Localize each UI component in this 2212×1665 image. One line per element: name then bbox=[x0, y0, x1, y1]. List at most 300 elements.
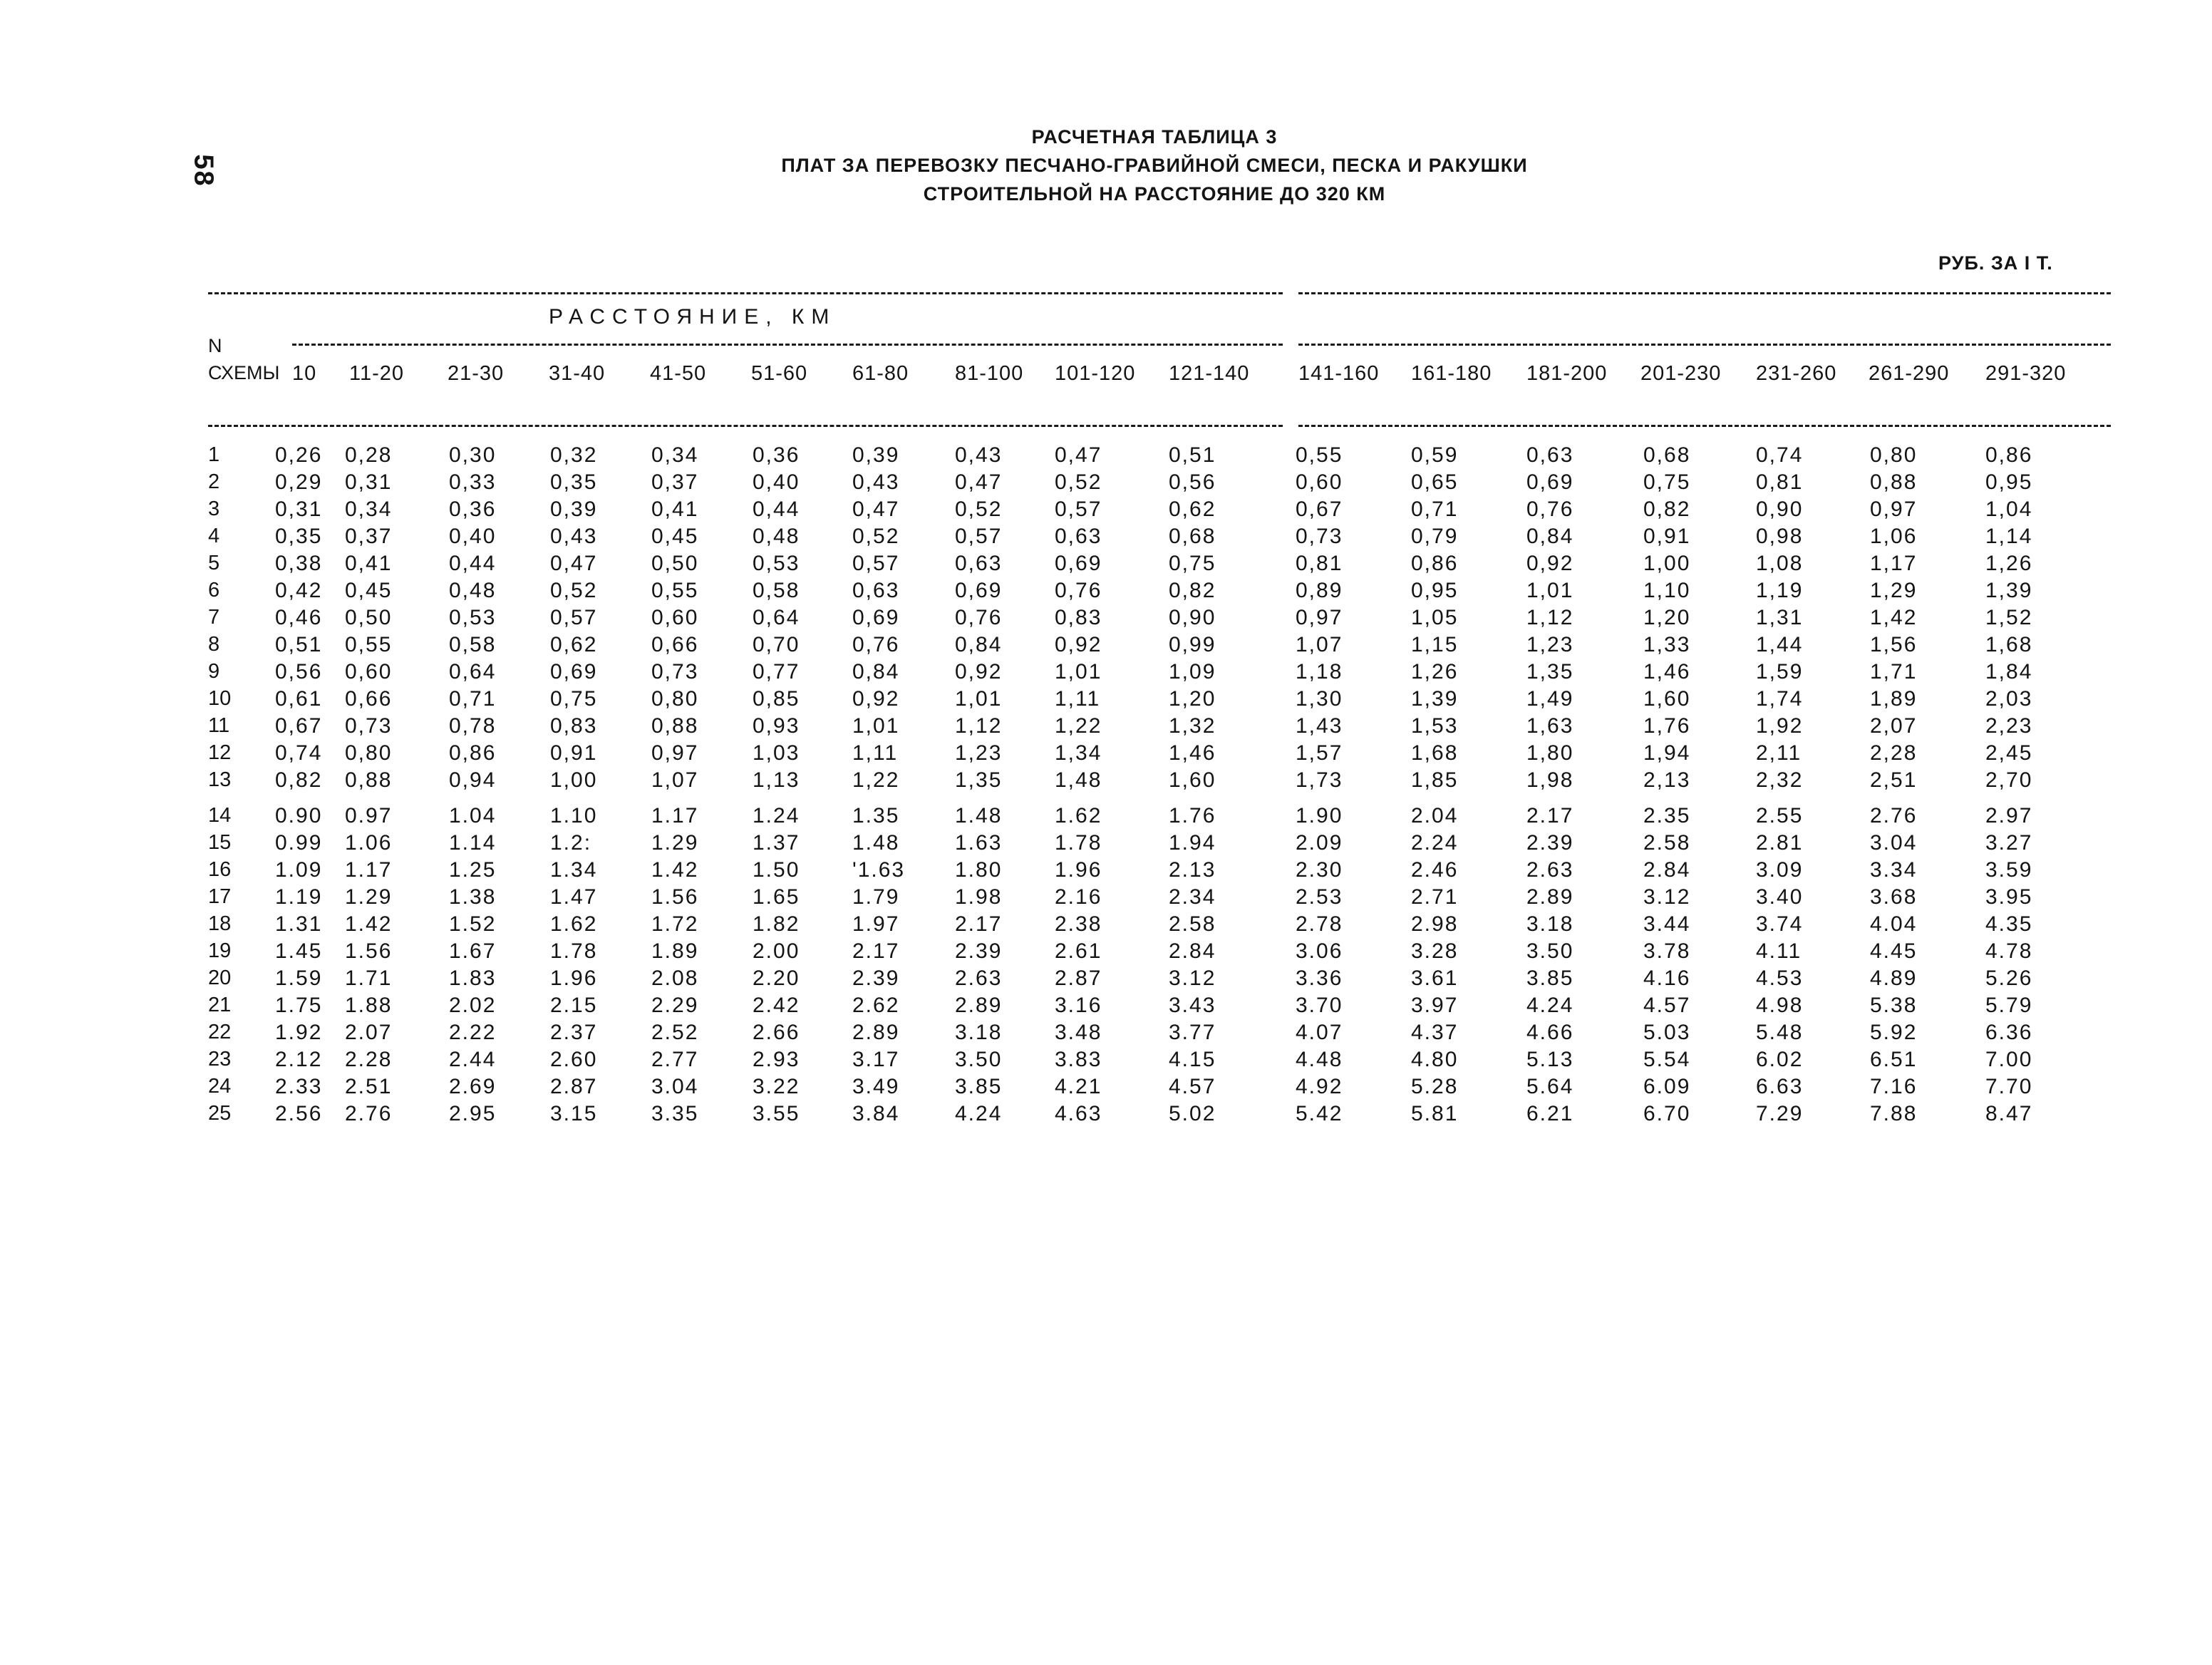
table-cell: 1.37 bbox=[753, 831, 800, 855]
table-cell: 0,60 bbox=[651, 606, 699, 629]
table-cell: 2.07 bbox=[345, 1021, 393, 1044]
table-cell: 1.06 bbox=[345, 831, 393, 855]
table-cell: 0,83 bbox=[1055, 606, 1102, 629]
table-cell: 0,35 bbox=[275, 525, 323, 548]
table-cell: 0,50 bbox=[651, 552, 699, 575]
table-cell: 0,51 bbox=[275, 633, 323, 656]
table-cell: 1.17 bbox=[651, 804, 699, 828]
table-cell: 2.81 bbox=[1756, 831, 1804, 855]
table-cell: 2,03 bbox=[1985, 687, 2033, 711]
table-cell: 1.25 bbox=[449, 858, 497, 882]
table-cell: 1.78 bbox=[1055, 831, 1102, 855]
table-cell: 1.56 bbox=[651, 885, 699, 909]
table-cell: 0,52 bbox=[852, 525, 900, 548]
table-cell: 2.53 bbox=[1296, 885, 1343, 909]
table-cell: 0,86 bbox=[1985, 443, 2033, 467]
table-cell: 0,50 bbox=[345, 606, 393, 629]
column-header: 31-40 bbox=[549, 362, 606, 385]
table-cell: 0,98 bbox=[1756, 525, 1804, 548]
table-cell: 1.94 bbox=[1169, 831, 1216, 855]
table-cell: 0,57 bbox=[550, 606, 598, 629]
row-scheme-number: 3 bbox=[208, 498, 220, 520]
table-cell: 0,94 bbox=[449, 768, 497, 792]
table-cell: 0,52 bbox=[550, 579, 598, 602]
table-cell: 0,31 bbox=[275, 498, 323, 521]
row-scheme-number: 4 bbox=[208, 525, 220, 547]
table-cell: 0,60 bbox=[1296, 470, 1343, 494]
table-cell: 2.63 bbox=[1526, 858, 1574, 882]
table-cell: 4.63 bbox=[1055, 1102, 1102, 1125]
table-cell: 0.99 bbox=[275, 831, 323, 855]
table-cell: 1,00 bbox=[550, 768, 598, 792]
table-cell: 4.45 bbox=[1870, 939, 1918, 963]
row-scheme-number: 10 bbox=[208, 687, 232, 710]
table-cell: 2,51 bbox=[1870, 768, 1918, 792]
table-cell: 1.14 bbox=[449, 831, 497, 855]
table-cell: 4.11 bbox=[1756, 939, 1802, 963]
table-cell: 4.92 bbox=[1296, 1075, 1343, 1098]
table-cell: 0,63 bbox=[1526, 443, 1574, 467]
table-cell: 5.54 bbox=[1643, 1048, 1691, 1071]
table-cell: 1,01 bbox=[1055, 660, 1102, 684]
table-cell: 1.62 bbox=[1055, 804, 1102, 828]
table-cell: 4.21 bbox=[1055, 1075, 1102, 1098]
row-scheme-number: 23 bbox=[208, 1048, 232, 1071]
table-cell: 2.33 bbox=[275, 1075, 323, 1098]
table-cell: 2.60 bbox=[550, 1048, 598, 1071]
table-cell: 0,74 bbox=[275, 741, 323, 765]
table-cell: 0,95 bbox=[1985, 470, 2033, 494]
table-cell: 0,93 bbox=[753, 714, 800, 738]
table-cell: 4.15 bbox=[1169, 1048, 1216, 1071]
table-cell: 2.00 bbox=[753, 939, 800, 963]
scheme-header: СХЕМЫ bbox=[208, 362, 280, 383]
table-cell: 1.92 bbox=[275, 1021, 323, 1044]
table-cell: 1,30 bbox=[1296, 687, 1343, 711]
table-cell: 1.48 bbox=[852, 831, 900, 855]
table-cell: 2.39 bbox=[1526, 831, 1574, 855]
table-cell: 0,56 bbox=[275, 660, 323, 684]
table-cell: 1.79 bbox=[852, 885, 900, 909]
table-cell: 1,60 bbox=[1643, 687, 1691, 711]
table-cell: 1,80 bbox=[1526, 741, 1574, 765]
table-cell: 0,57 bbox=[955, 525, 1003, 548]
table-cell: 3.27 bbox=[1985, 831, 2033, 855]
table-cell: 0,48 bbox=[449, 579, 497, 602]
table-cell: 1,01 bbox=[955, 687, 1003, 711]
table-cell: 2.17 bbox=[1526, 804, 1574, 828]
table-cell: 1,05 bbox=[1411, 606, 1459, 629]
table-cell: 0,53 bbox=[753, 552, 800, 575]
table-cell: 0,39 bbox=[550, 498, 598, 521]
table-cell: 0,80 bbox=[1870, 443, 1918, 467]
table-cell: 1.63 bbox=[955, 831, 1003, 855]
table-cell: 3.04 bbox=[1870, 831, 1918, 855]
table-cell: 2.52 bbox=[651, 1021, 699, 1044]
table-cell: 0,37 bbox=[651, 470, 699, 494]
table-cell: 1.65 bbox=[753, 885, 800, 909]
rule-bottom-left bbox=[208, 425, 1283, 427]
column-header: 291-320 bbox=[1985, 362, 2067, 385]
table-cell: 1.76 bbox=[1169, 804, 1216, 828]
row-scheme-number: 24 bbox=[208, 1075, 232, 1098]
table-cell: 2.87 bbox=[1055, 966, 1102, 990]
table-cell: 2.78 bbox=[1296, 912, 1343, 936]
table-cell: 2.58 bbox=[1643, 831, 1691, 855]
table-cell: 4.80 bbox=[1411, 1048, 1459, 1071]
table-cell: 3.85 bbox=[955, 1075, 1003, 1098]
table-cell: 0,75 bbox=[1643, 470, 1691, 494]
table-cell: 1.56 bbox=[345, 939, 393, 963]
table-cell: 0,82 bbox=[275, 768, 323, 792]
table-cell: 1,76 bbox=[1643, 714, 1691, 738]
table-cell: 2.76 bbox=[1870, 804, 1918, 828]
table-cell: 3.40 bbox=[1756, 885, 1804, 909]
table-cell: 0,69 bbox=[1526, 470, 1574, 494]
table-cell: 0,90 bbox=[1169, 606, 1216, 629]
table-cell: 0,40 bbox=[449, 525, 497, 548]
table-cell: 0,33 bbox=[449, 470, 497, 494]
table-cell: 1,09 bbox=[1169, 660, 1216, 684]
table-cell: 1.90 bbox=[1296, 804, 1343, 828]
n-header: N bbox=[208, 335, 222, 356]
title-line-2: ПЛАТ ЗА ПЕРЕВОЗКУ ПЕСЧАНО-ГРАВИЙНОЙ СМЕСИ, ПЕСКА И РАКУШКИ bbox=[781, 155, 1528, 176]
table-cell: 1.78 bbox=[550, 939, 598, 963]
table-cell: 1.72 bbox=[651, 912, 699, 936]
table-cell: 2.63 bbox=[955, 966, 1003, 990]
table-cell: 2.69 bbox=[449, 1075, 497, 1098]
table-cell: 0,82 bbox=[1169, 579, 1216, 602]
table-cell: 1.47 bbox=[550, 885, 598, 909]
table-cell: 2,13 bbox=[1643, 768, 1691, 792]
column-header: 141-160 bbox=[1298, 362, 1380, 385]
table-cell: 0,34 bbox=[651, 443, 699, 467]
row-scheme-number: 7 bbox=[208, 606, 220, 629]
table-cell: 2,70 bbox=[1985, 768, 2033, 792]
table-cell: 3.85 bbox=[1526, 966, 1574, 990]
table-cell: 1,31 bbox=[1756, 606, 1804, 629]
row-scheme-number: 1 bbox=[208, 443, 220, 466]
table-cell: 0,77 bbox=[753, 660, 800, 684]
table-cell: 2.39 bbox=[852, 966, 900, 990]
table-cell: 1,22 bbox=[1055, 714, 1102, 738]
table-cell: 2,45 bbox=[1985, 741, 2033, 765]
table-cell: 0,78 bbox=[449, 714, 497, 738]
table-cell: 2.46 bbox=[1411, 858, 1459, 882]
table-cell: 0,63 bbox=[852, 579, 900, 602]
table-cell: 6.63 bbox=[1756, 1075, 1804, 1098]
table-cell: 1,84 bbox=[1985, 660, 2033, 684]
table-cell: 0,52 bbox=[1055, 470, 1102, 494]
table-cell: 1,20 bbox=[1643, 606, 1691, 629]
table-cell: 1,13 bbox=[753, 768, 800, 792]
column-header: 121-140 bbox=[1169, 362, 1250, 385]
table-cell: 3.12 bbox=[1643, 885, 1691, 909]
table-cell: 0,58 bbox=[753, 579, 800, 602]
table-cell: 0,52 bbox=[955, 498, 1003, 521]
table-cell: 0,68 bbox=[1643, 443, 1691, 467]
table-cell: 0,46 bbox=[275, 606, 323, 629]
table-cell: 0,84 bbox=[852, 660, 900, 684]
table-cell: 3.50 bbox=[955, 1048, 1003, 1071]
table-cell: 3.28 bbox=[1411, 939, 1459, 963]
table-cell: 1,92 bbox=[1756, 714, 1804, 738]
table-cell: 3.18 bbox=[955, 1021, 1003, 1044]
row-scheme-number: 6 bbox=[208, 579, 220, 602]
table-cell: 1.67 bbox=[449, 939, 497, 963]
table-cell: 0,86 bbox=[449, 741, 497, 765]
row-scheme-number: 22 bbox=[208, 1021, 232, 1043]
table-cell: 0,65 bbox=[1411, 470, 1459, 494]
table-cell: 1,17 bbox=[1870, 552, 1918, 575]
table-cell: 0,76 bbox=[1526, 498, 1574, 521]
table-cell: 1.59 bbox=[275, 966, 323, 990]
table-cell: 1.71 bbox=[345, 966, 393, 990]
table-cell: 0,92 bbox=[1526, 552, 1574, 575]
table-cell: 0,75 bbox=[550, 687, 598, 711]
table-cell: 1,49 bbox=[1526, 687, 1574, 711]
table-cell: 0,43 bbox=[852, 470, 900, 494]
table-cell: 1,10 bbox=[1643, 579, 1691, 602]
table-cell: 0,35 bbox=[550, 470, 598, 494]
table-cell: 0,43 bbox=[550, 525, 598, 548]
table-cell: 2.09 bbox=[1296, 831, 1343, 855]
table-cell: 1,68 bbox=[1985, 633, 2033, 656]
table-cell: 2.35 bbox=[1643, 804, 1691, 828]
table-cell: 1.31 bbox=[275, 912, 323, 936]
table-cell: 2,32 bbox=[1756, 768, 1804, 792]
table-cell: 1.45 bbox=[275, 939, 323, 963]
table-cell: 3.18 bbox=[1526, 912, 1574, 936]
table-cell: 2.87 bbox=[550, 1075, 598, 1098]
table-cell: 1,32 bbox=[1169, 714, 1216, 738]
column-header: 81-100 bbox=[955, 362, 1024, 385]
table-cell: 0,69 bbox=[955, 579, 1003, 602]
table-cell: 0,80 bbox=[651, 687, 699, 711]
table-cell: 2,07 bbox=[1870, 714, 1918, 738]
table-cell: 2.28 bbox=[345, 1048, 393, 1071]
table-cell: 0,62 bbox=[550, 633, 598, 656]
table-cell: 0,51 bbox=[1169, 443, 1216, 467]
table-cell: 0,69 bbox=[852, 606, 900, 629]
table-cell: 1,42 bbox=[1870, 606, 1918, 629]
table-cell: 1,94 bbox=[1643, 741, 1691, 765]
table-cell: 1,07 bbox=[651, 768, 699, 792]
table-cell: 4.07 bbox=[1296, 1021, 1343, 1044]
table-cell: 1,29 bbox=[1870, 579, 1918, 602]
table-cell: 5.38 bbox=[1870, 994, 1918, 1017]
row-scheme-number: 25 bbox=[208, 1102, 232, 1125]
table-cell: 1,33 bbox=[1643, 633, 1691, 656]
table-cell: 3.55 bbox=[753, 1102, 800, 1125]
table-cell: 6.02 bbox=[1756, 1048, 1804, 1071]
table-cell: 2.34 bbox=[1169, 885, 1216, 909]
row-scheme-number: 12 bbox=[208, 741, 232, 764]
table-cell: 2.71 bbox=[1411, 885, 1459, 909]
table-cell: 0,26 bbox=[275, 443, 323, 467]
table-cell: 2.13 bbox=[1169, 858, 1216, 882]
table-cell: 2.17 bbox=[852, 939, 900, 963]
table-cell: 7.70 bbox=[1985, 1075, 2033, 1098]
table-cell: 1.35 bbox=[852, 804, 900, 828]
table-cell: 1.48 bbox=[955, 804, 1003, 828]
table-cell: 4.78 bbox=[1985, 939, 2033, 963]
table-cell: 0,36 bbox=[753, 443, 800, 467]
table-cell: 0,47 bbox=[955, 470, 1003, 494]
table-cell: 1,85 bbox=[1411, 768, 1459, 792]
table-cell: 2.22 bbox=[449, 1021, 497, 1044]
table-cell: 8.47 bbox=[1985, 1102, 2033, 1125]
row-scheme-number: 19 bbox=[208, 939, 232, 962]
table-cell: 0,60 bbox=[345, 660, 393, 684]
row-scheme-number: 16 bbox=[208, 858, 232, 881]
rule-top-left bbox=[208, 292, 1283, 294]
table-cell: 1.50 bbox=[753, 858, 800, 882]
table-cell: 0,58 bbox=[449, 633, 497, 656]
table-cell: 4.89 bbox=[1870, 966, 1918, 990]
table-cell: 1.88 bbox=[345, 994, 393, 1017]
table-cell: 5.92 bbox=[1870, 1021, 1918, 1044]
column-header: 21-30 bbox=[448, 362, 505, 385]
table-cell: 1,07 bbox=[1296, 633, 1343, 656]
table-cell: 1.52 bbox=[449, 912, 497, 936]
table-cell: 0,75 bbox=[1169, 552, 1216, 575]
table-cell: 3.48 bbox=[1055, 1021, 1102, 1044]
table-cell: 1.75 bbox=[275, 994, 323, 1017]
table-cell: 0,47 bbox=[550, 552, 598, 575]
table-cell: 0,29 bbox=[275, 470, 323, 494]
row-scheme-number: 21 bbox=[208, 994, 232, 1016]
column-header: 231-260 bbox=[1756, 362, 1837, 385]
table-cell: 1.42 bbox=[651, 858, 699, 882]
table-cell: 4.98 bbox=[1756, 994, 1804, 1017]
rule-bottom-right bbox=[1298, 425, 2111, 427]
table-cell: 1,01 bbox=[852, 714, 900, 738]
table-cell: 1,15 bbox=[1411, 633, 1459, 656]
table-cell: 5.79 bbox=[1985, 994, 2033, 1017]
table-cell: 1,56 bbox=[1870, 633, 1918, 656]
row-scheme-number: 11 bbox=[208, 714, 230, 737]
table-cell: 0,45 bbox=[345, 579, 393, 602]
table-cell: 2.56 bbox=[275, 1102, 323, 1125]
table-cell: 0,97 bbox=[651, 741, 699, 765]
row-scheme-number: 13 bbox=[208, 768, 232, 791]
table-cell: 1.09 bbox=[275, 858, 323, 882]
table-cell: 1.17 bbox=[345, 858, 393, 882]
table-cell: 0,47 bbox=[852, 498, 900, 521]
table-cell: 4.04 bbox=[1870, 912, 1918, 936]
table-cell: 1,08 bbox=[1756, 552, 1804, 575]
table-cell: 2.37 bbox=[550, 1021, 598, 1044]
row-scheme-number: 9 bbox=[208, 660, 220, 683]
column-header: 201-230 bbox=[1640, 362, 1722, 385]
table-cell: 0,41 bbox=[651, 498, 699, 521]
table-cell: 2.04 bbox=[1411, 804, 1459, 828]
table-cell: 2.97 bbox=[1985, 804, 2033, 828]
table-cell: 2.58 bbox=[1169, 912, 1216, 936]
table-cell: 3.09 bbox=[1756, 858, 1804, 882]
table-cell: 0,47 bbox=[1055, 443, 1102, 467]
table-cell: 0,91 bbox=[550, 741, 598, 765]
table-cell: 3.97 bbox=[1411, 994, 1459, 1017]
table-cell: 0,44 bbox=[449, 552, 497, 575]
table-cell: 3.61 bbox=[1411, 966, 1459, 990]
table-cell: 0,57 bbox=[852, 552, 900, 575]
table-cell: 0,88 bbox=[651, 714, 699, 738]
table-cell: 0,76 bbox=[955, 606, 1003, 629]
table-cell: 1,06 bbox=[1870, 525, 1918, 548]
table-cell: 6.70 bbox=[1643, 1102, 1691, 1125]
table-cell: 1,43 bbox=[1296, 714, 1343, 738]
table-cell: 1,98 bbox=[1526, 768, 1574, 792]
table-cell: 1,59 bbox=[1756, 660, 1804, 684]
table-cell: 1,26 bbox=[1985, 552, 2033, 575]
column-header: 61-80 bbox=[852, 362, 909, 385]
table-cell: 0,71 bbox=[1411, 498, 1459, 521]
table-cell: 1.42 bbox=[345, 912, 393, 936]
table-cell: 1,35 bbox=[955, 768, 1003, 792]
table-cell: 4.57 bbox=[1643, 994, 1691, 1017]
table-cell: 4.24 bbox=[1526, 994, 1574, 1017]
table-cell: 1,03 bbox=[753, 741, 800, 765]
table-cell: 0,92 bbox=[1055, 633, 1102, 656]
table-cell: 1.24 bbox=[753, 804, 800, 828]
table-cell: 1,52 bbox=[1985, 606, 2033, 629]
table-cell: 0,92 bbox=[852, 687, 900, 711]
table-cell: 0,69 bbox=[1055, 552, 1102, 575]
table-cell: 3.34 bbox=[1870, 858, 1918, 882]
table-cell: 2.39 bbox=[955, 939, 1003, 963]
table-cell: 0,84 bbox=[1526, 525, 1574, 548]
table-cell: 3.12 bbox=[1169, 966, 1216, 990]
table-cell: 0,45 bbox=[651, 525, 699, 548]
table-cell: 0,67 bbox=[1296, 498, 1343, 521]
table-cell: 3.77 bbox=[1169, 1021, 1216, 1044]
table-cell: 2.62 bbox=[852, 994, 900, 1017]
table-cell: 1.98 bbox=[955, 885, 1003, 909]
table-cell: 1,23 bbox=[1526, 633, 1574, 656]
table-cell: 3.95 bbox=[1985, 885, 2033, 909]
table-cell: 1.89 bbox=[651, 939, 699, 963]
table-cell: 5.81 bbox=[1411, 1102, 1459, 1125]
table-cell: 0,68 bbox=[1169, 525, 1216, 548]
table-cell: 1.10 bbox=[550, 804, 598, 828]
table-cell: 1,89 bbox=[1870, 687, 1918, 711]
table-cell: 6.21 bbox=[1526, 1102, 1574, 1125]
table-cell: 0,43 bbox=[955, 443, 1003, 467]
table-cell: 1.34 bbox=[550, 858, 598, 882]
table-cell: 2.95 bbox=[449, 1102, 497, 1125]
table-cell: 2,28 bbox=[1870, 741, 1918, 765]
table-cell: 0,97 bbox=[1296, 606, 1343, 629]
table-cell: 0,63 bbox=[955, 552, 1003, 575]
table-cell: 5.28 bbox=[1411, 1075, 1459, 1098]
table-cell: 2.55 bbox=[1756, 804, 1804, 828]
table-cell: 4.35 bbox=[1985, 912, 2033, 936]
table-cell: 7.88 bbox=[1870, 1102, 1918, 1125]
table-cell: 1,35 bbox=[1526, 660, 1574, 684]
table-cell: 0,70 bbox=[753, 633, 800, 656]
rule-mid-left bbox=[292, 344, 1283, 346]
table-cell: 6.51 bbox=[1870, 1048, 1918, 1071]
table-cell: 5.48 bbox=[1756, 1021, 1804, 1044]
row-scheme-number: 20 bbox=[208, 966, 232, 989]
table-cell: 1.04 bbox=[449, 804, 497, 828]
table-cell: 4.48 bbox=[1296, 1048, 1343, 1071]
table-cell: 0,44 bbox=[753, 498, 800, 521]
table-cell: 3.17 bbox=[852, 1048, 900, 1071]
table-cell: 6.36 bbox=[1985, 1021, 2033, 1044]
